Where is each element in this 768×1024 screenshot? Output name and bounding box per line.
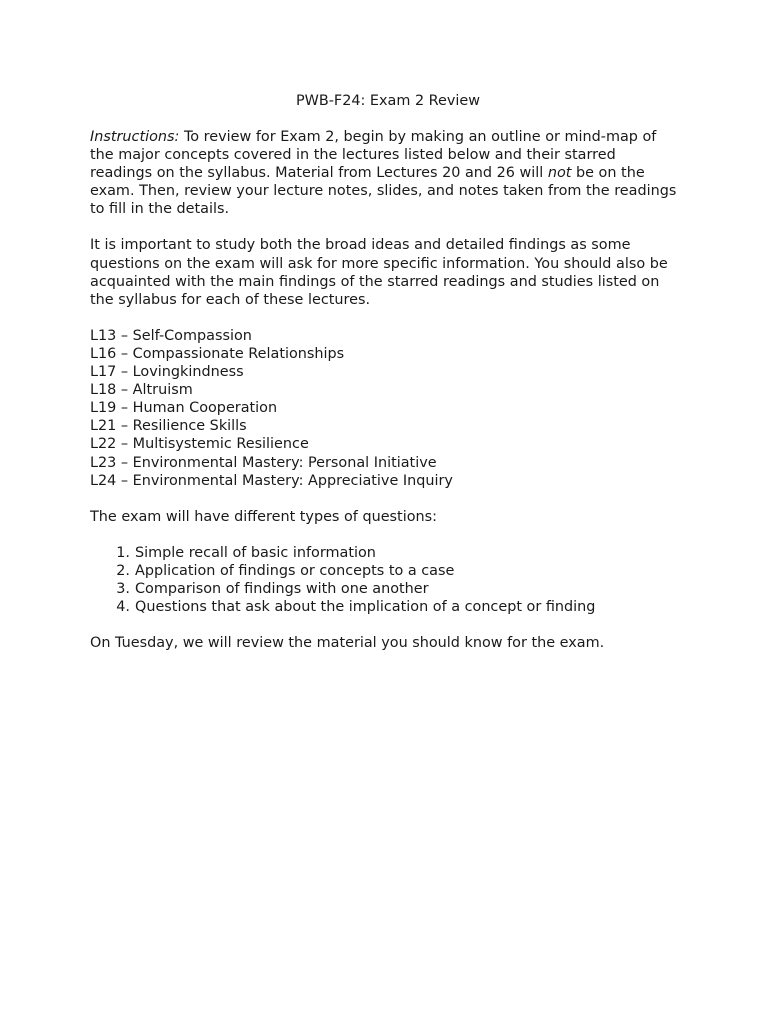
lecture-item: L17 – Lovingkindness — [90, 364, 244, 381]
question-type-text: Comparison of findings with one another — [135, 580, 429, 597]
question-type-text: Questions that ask about the implication of a concept or finding — [135, 599, 596, 616]
lecture-item: L21 – Resilience Skills — [90, 418, 247, 435]
list-number: 2. — [116, 562, 130, 579]
list-number: 4. — [116, 599, 130, 616]
question-type-item — [116, 598, 678, 616]
question-type-item — [116, 544, 678, 562]
question-types-list — [90, 544, 678, 616]
question-type-item — [116, 580, 678, 598]
lecture-item: L23 – Environmental Mastery: Personal Initiative — [90, 454, 437, 471]
lecture-item: L13 – Self-Compassion — [90, 327, 252, 344]
list-number: 3. — [116, 580, 130, 597]
instructions-emphasis: not — [547, 165, 572, 182]
question-type-item — [116, 562, 678, 580]
lecture-item: L24 – Environmental Mastery: Appreciative Inquiry — [90, 472, 453, 489]
list-number: 1. — [116, 544, 130, 561]
question-type-text: Simple recall of basic information — [135, 544, 376, 561]
importance-paragraph: It is important to study both the broad ideas and detailed findings as some questions on the exam will ask for more specific information. You should also be acquainted with the main findings of the starred readings and studies listed on the syllabus for each of these lectures. — [90, 237, 668, 308]
instructions-text-before: To review for Exam 2, begin by making an outline or mind-map of the major concepts covered in the lectures listed below and their starred readings on the syllabus. Material from Lectures 20 and 26 will — [90, 129, 657, 182]
lecture-item: L18 – Altruism — [90, 382, 193, 399]
question-types-intro: The exam will have different types of questions: — [90, 508, 437, 525]
lecture-item: L19 – Human Cooperation — [90, 400, 278, 417]
question-type-text: Application of findings or concepts to a case — [135, 562, 455, 579]
lecture-list — [90, 327, 678, 490]
instructions-paragraph — [90, 128, 680, 218]
closing-paragraph: On Tuesday, we will review the material you should know for the exam. — [90, 635, 605, 652]
document-title: PWB-F24: Exam 2 Review — [295, 93, 481, 109]
instructions-text-after: be on the exam. Then, review your lecture notes, slides, and notes taken from the readings to fill in the details. — [90, 165, 677, 218]
lecture-item: L16 – Compassionate Relationships — [90, 345, 345, 362]
lecture-item: L22 – Multisystemic Resilience — [90, 436, 309, 453]
instructions-label: Instructions: — [90, 129, 180, 145]
